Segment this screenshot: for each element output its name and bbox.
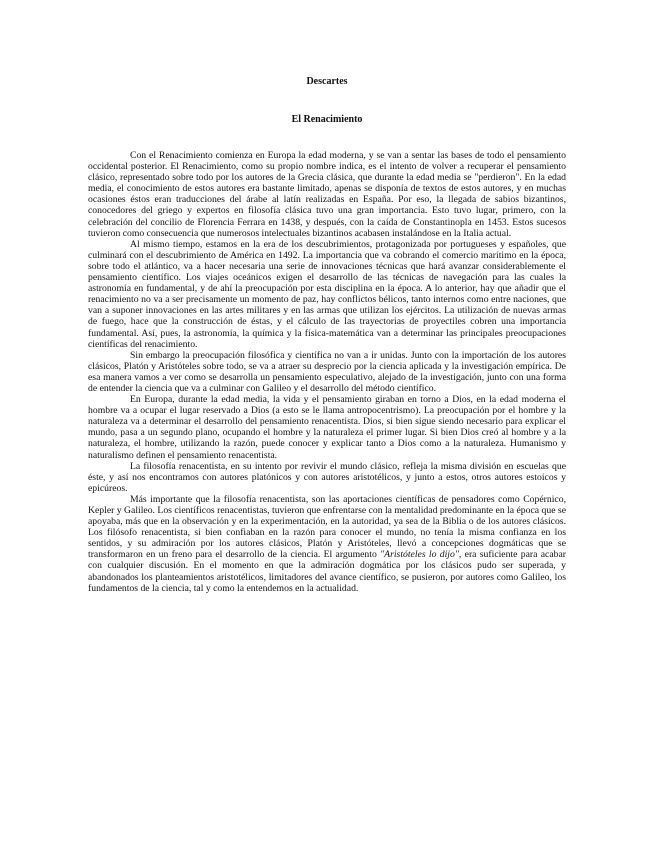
- paragraph-4: En Europa, durante la edad media, la vida y el pensamiento giraban en torno a Dios, en la edad moderna el hombre va a ocupar el lugar reservado a Dios (a esto se le llama antropocentrismo). La preocupación por el hombre y la naturaleza va a determinar el desarrollo del pensamiento renacentista. Dios, si bien sigue siendo necesario para explicar el mundo, pasa a un segundo plano, ocupando el hombre y la naturaleza el primer lugar. Si bien Dios creó al hombre y a la naturaleza, el hombre, utilizando la razón, puede conocer y explicar tanto a Dios como a la naturaleza. Humanismo y naturalismo definen el pensamiento renacentista.: [88, 394, 566, 461]
- paragraph-5: La filosofía renacentista, en su intento por revivir el mundo clásico, refleja la misma división en escuelas que éste, y así nos encontramos con autores platónicos y con autores aristotélicos, y junto a estos, otros autores estoicos y epicúreos.: [88, 460, 566, 494]
- paragraph-6: [88, 494, 566, 594]
- document-page: [88, 76, 566, 594]
- paragraph-3: Sin embargo la preocupación filosófica y científica no van a ir unidas. Junto con la importación de los autores clásicos, Platón y Aristóteles sobre todo, se va a atraer su desprecio por la ciencia aplicada y la investigación empírica. De esa manera vamos a ver como se desarrolla un pensamiento especulativo, alejado de la investigación, junto con una forma de entender la ciencia que va a culminar con Galileo y el desarrollo del método científico.: [88, 349, 566, 394]
- paragraph-2: Al mismo tiempo, estamos en la era de los descubrimientos, protagonizada por portugueses y españoles, que culminará con el descubrimiento de América en 1492. La importancia que va cobrando el comercio marítimo en la época, sobre todo el atlántico, va a hacer necesaria una serie de innovaciones técnicas que hará avanzar considerablemente el pensamiento científico. Los viajes oceánicos exigen el desarrollo de las técnicas de navegación para las cuales la astronomía en fundamental, y de ahí la preocupación por esta disciplina en la época. A lo anterior, hay que añadir que el renacimiento no va a ser precisamente un momento de paz, hay conflictos bélicos, tanto internos como entre naciones, que van a suponer innovaciones en las artes militares y en las armas que utilizan los ejércitos. La utilización de nuevas armas de fuego, hace que la construcción de éstas, y el cálculo de las trayectorias de proyectiles cobren una importancia fundamental. Así, pues, la astronomía, la química y la física-matemática van a determinar las principales preocupaciones científicas del renacimiento.: [88, 238, 566, 350]
- paragraph-6-text-after-quote: , era suficiente para acabar con cualquier discusión. En el momento en que la admiración dogmática por los clásicos pudo ser superada, y abandonados los planteamientos aristotélicos, limitadores del avance científico, se pusieron, por autores como Galileo, los fundamentos de la ciencia, tal y como la entendemos en la actualidad.: [88, 549, 567, 594]
- paragraph-6-text-before-quote: Más importante que la filosofía renacentista, son las aportaciones científicas de pensadores como Copérnico, Kepler y Galileo. Los científicos renacentistas, tuvieron que enfrentarse con la mentalidad predominante en la época que se apoyaba, más que en la observación y en la experimentación, en la autoridad, ya sea de la Biblia o de los autores clásicos. Los filósofo renacentista, si bien confiaban en la razón para conocer el mundo, no tenía la misma confianza en los sentidos, y su admiración por los autores clásicos, Platón y Aristóteles, llevó a concepciones dogmáticas que se transformaron en un freno para el desarrollo de la ciencia. El argumento: [88, 493, 566, 561]
- section-title: El Renacimiento: [291, 114, 363, 125]
- aristotle-quote: "Aristóteles lo dijo": [380, 549, 459, 561]
- paragraph-1: Con el Renacimiento comienza en Europa la edad moderna, y se van a sentar las bases de todo el pensamiento occidental posterior. El Renacimiento, como su propio nombre indica, es el intento de volver a recuperar el pensamiento clásico, representado sobre todo por los autores de la Grecia clásica, que durante la edad media se "perdieron". En la edad media, el conocimiento de estos autores era bastante limitado, apenas se disponía de textos de estos autores, y en muchas ocasiones éstos eran traducciones del árabe al latín realizadas en España. Por eso, la llegada de sabios bizantinos, conocedores del griego y expertos en filosofía clásica tuvo una gran importancia. Esto tuvo lugar, primero, con la celebración del concilio de Florencia Ferrara en 1438, y después, con la caída de Constantinopla en 1453. Estos sucesos tuvieron como consecuencia que numerosos intelectuales bizantinos acabasen instalándose en la Italia actual.: [88, 150, 566, 239]
- document-title: Descartes: [306, 76, 348, 87]
